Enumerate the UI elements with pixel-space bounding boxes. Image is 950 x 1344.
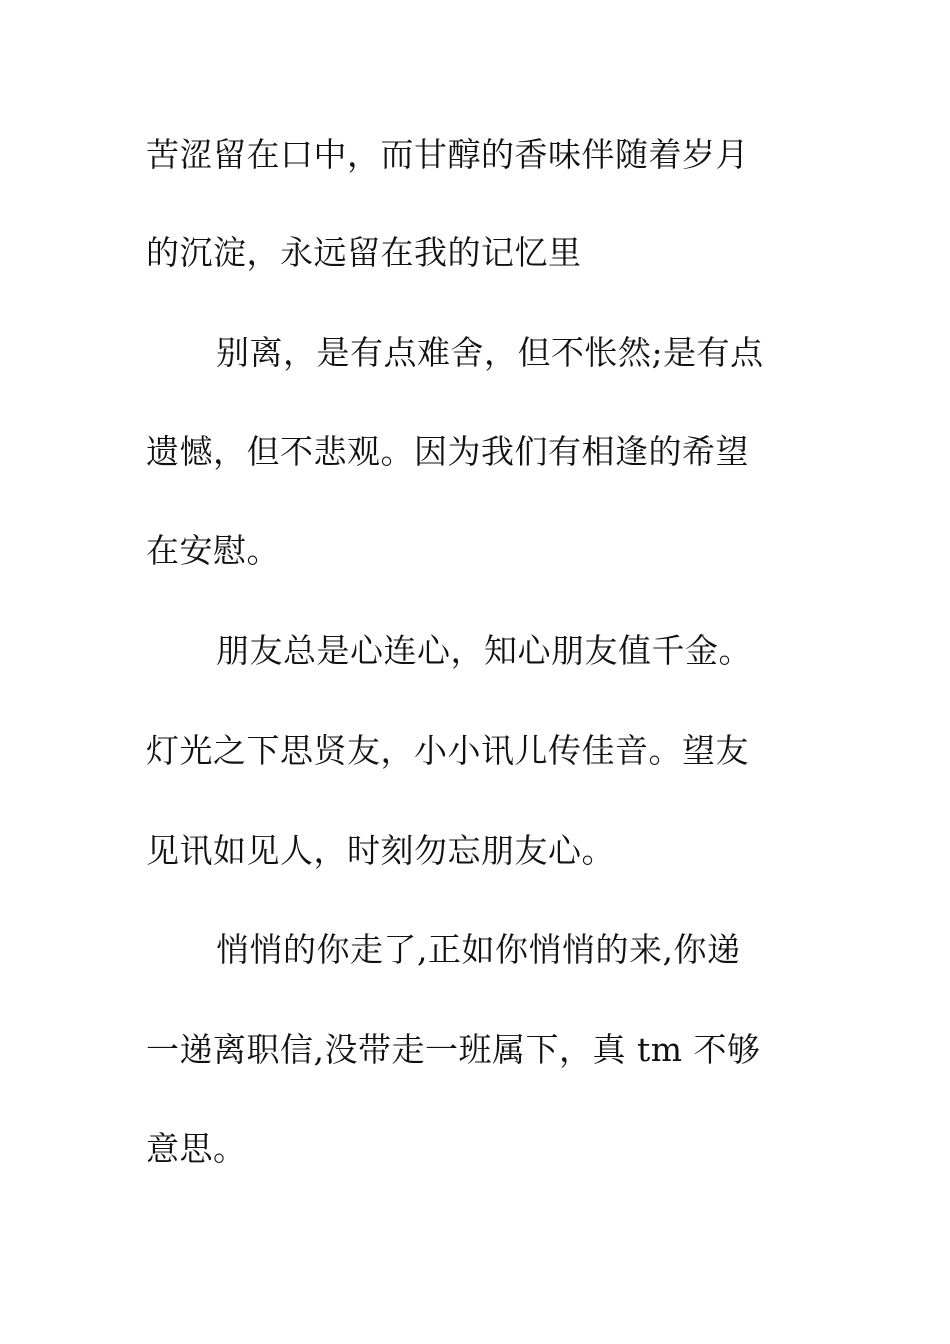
text-line: 遗憾，但不悲观。因为我们有相逢的希望 xyxy=(146,432,749,471)
text-line: 意思。 xyxy=(146,1129,247,1168)
text-line: 一递离职信,没带走一班属下，真 tm 不够 xyxy=(146,1030,761,1069)
paragraph-first-line: 别离，是有点难舍，但不怅然;是有点 xyxy=(216,333,764,372)
text-line: 的沉淀，永远留在我的记忆里 xyxy=(146,233,582,272)
text-line: 灯光之下思贤友，小小讯儿传佳音。望友 xyxy=(146,731,749,770)
text-line: 在安慰。 xyxy=(146,531,280,570)
text-line: 见讯如见人，时刻勿忘朋友心。 xyxy=(146,831,615,870)
paragraph-first-line: 悄悄的你走了,正如你悄悄的来,你递 xyxy=(216,930,741,969)
text-line: 苦涩留在口中，而甘醇的香味伴随着岁月 xyxy=(146,135,749,174)
paragraph-first-line: 朋友总是心连心，知心朋友值千金。 xyxy=(216,631,752,670)
